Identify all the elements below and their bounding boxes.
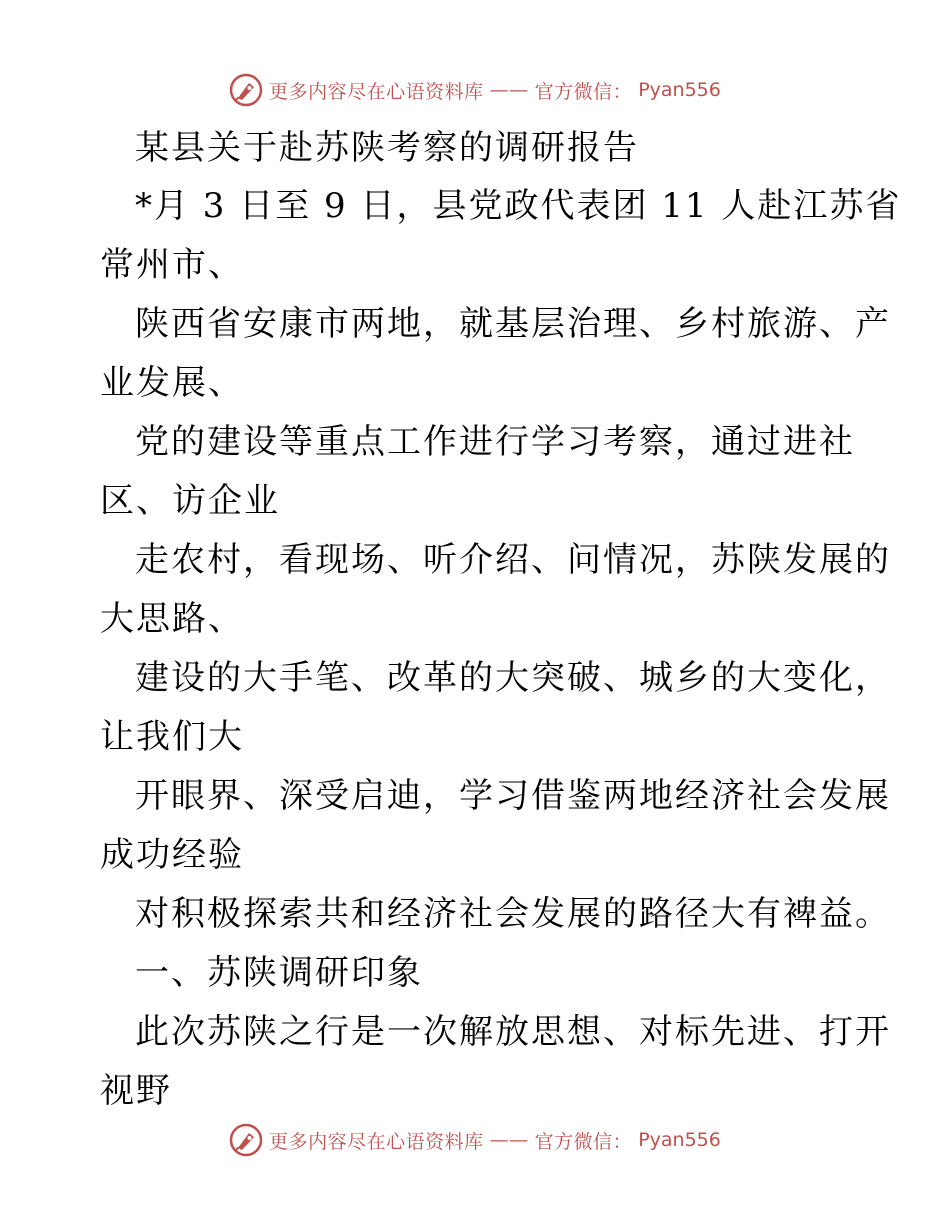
footer-banner xyxy=(0,1120,950,1160)
paragraph-line: 党的建设等重点工作进行学习考察，通过进社 xyxy=(135,422,855,462)
banner-wechat-id: Pyan556 xyxy=(638,79,721,101)
paragraph-line: 开眼界、深受启迪，学习借鉴两地经济社会发展 xyxy=(135,776,891,816)
banner-text: 更多内容尽在心语资料库 xyxy=(269,1130,484,1153)
banner-dash: —— xyxy=(489,79,529,101)
banner-wechat-id: Pyan556 xyxy=(638,1129,721,1151)
paragraph-line: 让我们大 xyxy=(100,717,244,757)
header-banner xyxy=(0,70,950,110)
paragraph-line: 常州市、 xyxy=(100,245,244,285)
paragraph-line: 建设的大手笔、改革的大突破、城乡的大变化， xyxy=(135,658,891,698)
paragraph-line: 成功经验 xyxy=(100,835,244,875)
paragraph-line: 走农村，看现场、听介绍、问情况，苏陕发展的 xyxy=(135,540,891,580)
paragraph-line: 对积极探索共和经济社会发展的路径大有裨益。 xyxy=(135,894,891,934)
banner-wechat-label: 官方微信： xyxy=(534,80,633,103)
document-title: 某县关于赴苏陕考察的调研报告 xyxy=(135,128,639,168)
paragraph-line: 大思路、 xyxy=(100,599,244,639)
paragraph-line: 视野 xyxy=(100,1071,172,1111)
pen-nib-logo-icon xyxy=(229,73,263,107)
banner-wechat-label: 官方微信： xyxy=(534,1130,633,1153)
banner-text: 更多内容尽在心语资料库 xyxy=(269,80,484,103)
paragraph-line: 陕西省安康市两地，就基层治理、乡村旅游、产 xyxy=(135,304,891,344)
paragraph-line: *月 3 日至 9 日，县党政代表团 11 人赴江苏省 xyxy=(135,186,902,226)
paragraph-line: 区、访企业 xyxy=(100,481,280,521)
banner-dash: —— xyxy=(489,1129,529,1151)
paragraph-line: 此次苏陕之行是一次解放思想、对标先进、打开 xyxy=(135,1012,891,1052)
pen-nib-logo-icon xyxy=(229,1123,263,1157)
section-heading: 一、苏陕调研印象 xyxy=(135,953,423,993)
paragraph-line: 业发展、 xyxy=(100,363,244,403)
